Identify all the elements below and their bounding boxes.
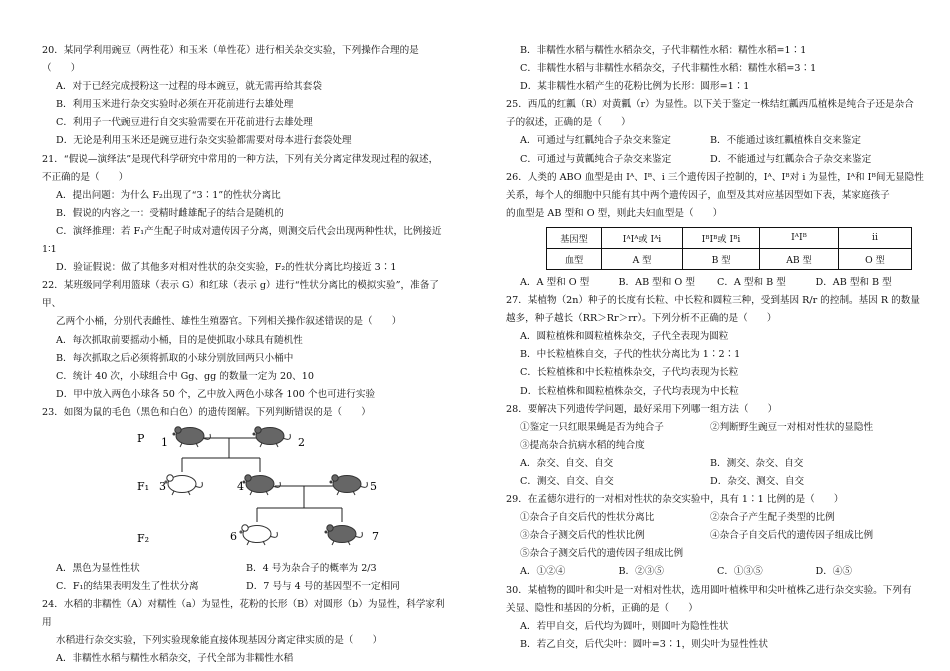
text-line (506, 527, 914, 545)
table-row (547, 227, 912, 248)
option-text: D．不能通过与红瓤杂合子杂交来鉴定 (710, 153, 872, 165)
table-cell: O 型 (839, 248, 912, 269)
mouse-white-icon (240, 525, 277, 545)
text-line: 不正确的是（ ） (42, 171, 129, 183)
text-line: 水稻进行杂交实验，下列实验现象能直接体现基因分离定律实质的是（ ） (56, 635, 383, 647)
text-line: 关系，每个人的细胞中只能有其中两个遗传因子，血型及其对应基因型如下表，某家庭孩子 (506, 189, 890, 201)
text-line (506, 563, 914, 581)
individual-5-label: 5 (370, 479, 377, 493)
text-line: 25．西瓜的红瓤（R）对黄瓤（r）为显性。以下关于鉴定一株结红瓤西瓜植株是纯合子还是杂合 (506, 99, 914, 111)
text-line: B．利用玉米进行杂交实验时必须在开花前进行去雄处理 (56, 99, 294, 111)
table-cell: A 型 (602, 248, 683, 269)
left-question-block (42, 42, 460, 422)
option-text: C．F₁的结果表明发生了性状分离 (56, 581, 199, 593)
mouse-black-icon (325, 525, 362, 545)
text-line: B．中长粒植株自交，子代的性状分离比为 1∶2∶1 (520, 349, 741, 361)
option-text: A．①②④ (520, 566, 566, 578)
text-line: D．某非糯性水稻产生的花粉比例为长形：圆形=1∶1 (520, 81, 750, 93)
text-line: A．每次抓取前要摇动小桶，目的是使抓取小球具有随机性 (56, 334, 303, 346)
option-text: A．杂交、自交、自交 (520, 457, 614, 469)
text-line: A．对于已经完成授粉这一过程的母本豌豆，就无需再给其套袋 (56, 81, 322, 93)
option-text: C．A 型和 B 型 (717, 276, 786, 288)
text-line (506, 151, 914, 169)
text-line: C．演绎推理：若 F₁产生配子时成对遗传因子分离，则测交后代会出现两种性状，比例接近 (56, 225, 442, 237)
text-line: C．统计 40 次，小球组合中 Gg、gg 的数量一定为 20、10 (56, 370, 314, 382)
individual-2-label: 2 (298, 435, 305, 449)
mouse-black-icon (173, 427, 210, 447)
table-cell: 基因型 (547, 227, 602, 248)
text-line (42, 560, 460, 578)
mouse-black-icon (243, 475, 280, 495)
generation-label-p: P (137, 431, 145, 445)
text-line (506, 419, 914, 437)
text-line: 21．“假说—演绎法”是现代科学研究中常用的一种方法，下列有关分离定律发现过程的叙述， (42, 153, 439, 165)
table-cell: IᴬIᴮ (760, 227, 839, 248)
right-question-block (506, 42, 924, 223)
text-line: C．长粒植株和中长粒植株杂交，子代均表现为长粒 (520, 367, 739, 379)
option-text: B．AB 型和 O 型 (618, 276, 695, 288)
text-line: 26．人类的 ABO 血型是由 Iᴬ、Iᴮ、i 三个遗传因子控制的，Iᴬ、Iᴮ对 i 为显性，Iᴬ和 Iᴮ间无显隐性 (506, 171, 924, 183)
table-cell: AB 型 (760, 248, 839, 269)
text-line: A．圆粒植株和圆粒植株杂交，子代全表现为圆粒 (520, 331, 729, 343)
text-line: 29．在孟德尔进行的一对相对性状的杂交实验中，具有 1∶1 比例的是（ ） (506, 494, 844, 506)
text-line: A．非糯性水稻与糯性水稻杂交，子代全部为非糯性水稻 (56, 653, 294, 665)
option-text: B．4 号为杂合子的概率为 2/3 (246, 562, 377, 574)
text-line: 24．水稻的非糯性（A）对糯性（a）为显性，花粉的长形（B）对圆形（b）为显性，科学家利 (42, 599, 445, 611)
generation-label-f2: F₂ (137, 531, 150, 545)
right-column (506, 42, 924, 654)
option-text: B．测交、杂交、自交 (710, 457, 804, 469)
option-text: D．7 号与 4 号的基因型不一定相同 (246, 581, 400, 593)
option-text: ①鉴定一只红眼果蝇是否为纯合子 (520, 421, 664, 433)
text-line: B．每次抓取之后必须将抓取的小球分别放回两只小桶中 (56, 352, 294, 364)
option-text: A．可通过与红瓤纯合子杂交来鉴定 (520, 135, 671, 147)
option-text: ①杂合子自交后代的性状分离比 (520, 512, 655, 524)
option-text: D．杂交、测交、自交 (710, 475, 805, 487)
text-line: ⑤杂合子测交后代的遗传因子组成比例 (520, 548, 684, 560)
individual-3-label: 3 (159, 479, 166, 493)
text-line: 乙两个小桶，分别代表雌性、雄性生殖器官。下列相关操作叙述错误的是（ ） (56, 316, 402, 328)
table-cell: IᴮIᴮ或 Iᴮi (683, 227, 760, 248)
text-line: D．长粒植株和圆粒植株杂交，子代均表现为中长粒 (520, 385, 739, 397)
mouse-black-icon (330, 475, 367, 495)
abo-blood-type-table (546, 227, 912, 270)
text-line: A．若甲自交，后代均为圆叶，则圆叶为隐性性状 (520, 620, 729, 632)
individual-4-label: 4 (237, 479, 244, 493)
text-line: B．假说的内容之一：受精时雌雄配子的结合是随机的 (56, 207, 284, 219)
option-text: ④杂合子自交后代的遗传因子组成比例 (710, 530, 874, 542)
option-text: B．不能通过该红瓤植株自交来鉴定 (710, 135, 861, 147)
right-question-block-2 (506, 274, 920, 654)
mouse-white-icon (165, 475, 202, 495)
table-cell: 血型 (547, 248, 602, 269)
text-line: C．非糯性水稻与非糯性水稻杂交，子代非糯性水稻：糯性水稻=3∶1 (520, 63, 817, 75)
text-line: A．提出问题：为什么 F₂出现了“3∶1”的性状分离比 (56, 189, 281, 201)
text-line (506, 473, 914, 491)
text-line (506, 509, 914, 527)
text-line: 关显、隐性和基因的分析，正确的是（ ） (506, 602, 698, 614)
table-cell: IᴬIᴬ或 Iᴬi (602, 227, 683, 248)
mouse-coat-color-pedigree (42, 424, 460, 558)
text-line: 子的叙述，正确的是（ ） (506, 117, 631, 129)
text-line: 28．要解决下列遗传学问题，最好采用下列哪一组方法（ ） (506, 403, 778, 415)
text-line: 用 (42, 617, 52, 629)
generation-label-f1: F₁ (137, 479, 150, 493)
option-text: C．①③⑤ (717, 566, 763, 578)
table-cell: B 型 (683, 248, 760, 269)
text-line: （ ） (42, 63, 81, 75)
text-line (506, 455, 914, 473)
text-line: B．非糯性水稻与糯性水稻杂交，子代非糯性水稻：糯性水稻=1∶1 (520, 45, 807, 56)
table-cell: ii (839, 227, 912, 248)
text-line: ③提高杂合抗病水稻的纯合度 (520, 439, 645, 451)
text-line: D．验证假说：做了其他多对相对性状的杂交实验，F₂的性状分离比均接近 3∶1 (56, 262, 397, 274)
text-line: D．无论是利用玉米还是豌豆进行杂交实验都需要对母本进行套袋处理 (56, 135, 352, 147)
mouse-black-icon (253, 427, 290, 447)
left-column (42, 42, 460, 669)
text-line (42, 578, 460, 596)
individual-1-label: 1 (161, 435, 168, 449)
text-line: 的血型是 AB 型和 O 型，则此夫妇血型是（ ） (506, 207, 723, 219)
text-line: 甲、 (42, 298, 62, 310)
option-text: ②判断野生豌豆一对相对性状的显隐性 (710, 421, 874, 433)
text-line: 22．某班级同学利用篮球（表示 G）和红球（表示 g）进行“性状分离比的模拟实验”，准备了 (42, 280, 439, 292)
text-line: 27．某植物（2n）种子的长度有长粒、中长粒和圆粒三种，受到基因 R/r 的控制。基因 R 的数量 (506, 295, 920, 307)
option-text: B．②③⑤ (618, 566, 664, 578)
text-line: C．利用子一代豌豆进行自交实验需要在开花前进行去雄处理 (56, 117, 313, 129)
option-text: C．测交、自交、自交 (520, 475, 614, 487)
text-line: D．甲中放入两色小球各 50 个，乙中放入两色小球各 100 个也可进行实验 (56, 388, 376, 400)
text-line: 越多，种子越长（RR＞Rr＞rr）。下列分析不正确的是（ ） (506, 313, 777, 325)
left-question-block-2 (42, 560, 460, 669)
text-line: 20．某同学利用豌豆（两性花）和玉米（单性花）进行相关杂交实验，下列操作合理的是 (42, 45, 419, 56)
text-line: 23．如图为鼠的毛色（黑色和白色）的遗传图解。下列判断错误的是（ ） (42, 406, 371, 418)
individual-6-label: 6 (230, 529, 237, 543)
table-row (547, 248, 912, 269)
text-line: 30．某植物的圆叶和尖叶是一对相对性状，选用圆叶植株甲和尖叶植株乙进行杂交实验。下列有 (506, 584, 912, 596)
option-text: ②杂合子产生配子类型的比例 (710, 512, 835, 524)
individual-7-label: 7 (372, 529, 379, 543)
option-text: D．④⑤ (815, 566, 852, 578)
option-text: A．黑色为显性性状 (56, 562, 140, 574)
option-text: D．AB 型和 B 型 (815, 276, 892, 288)
option-text: C．可通过与黄瓤纯合子杂交来鉴定 (520, 153, 672, 165)
text-line: 1∶1 (42, 244, 57, 256)
text-line (506, 132, 914, 150)
option-text: A．A 型和 O 型 (520, 276, 590, 288)
text-line: B．若乙自交，后代尖叶：圆叶=3∶1，则尖叶为显性性状 (520, 638, 768, 650)
option-text: ③杂合子测交后代的性状比例 (520, 530, 645, 542)
text-line (506, 274, 914, 292)
